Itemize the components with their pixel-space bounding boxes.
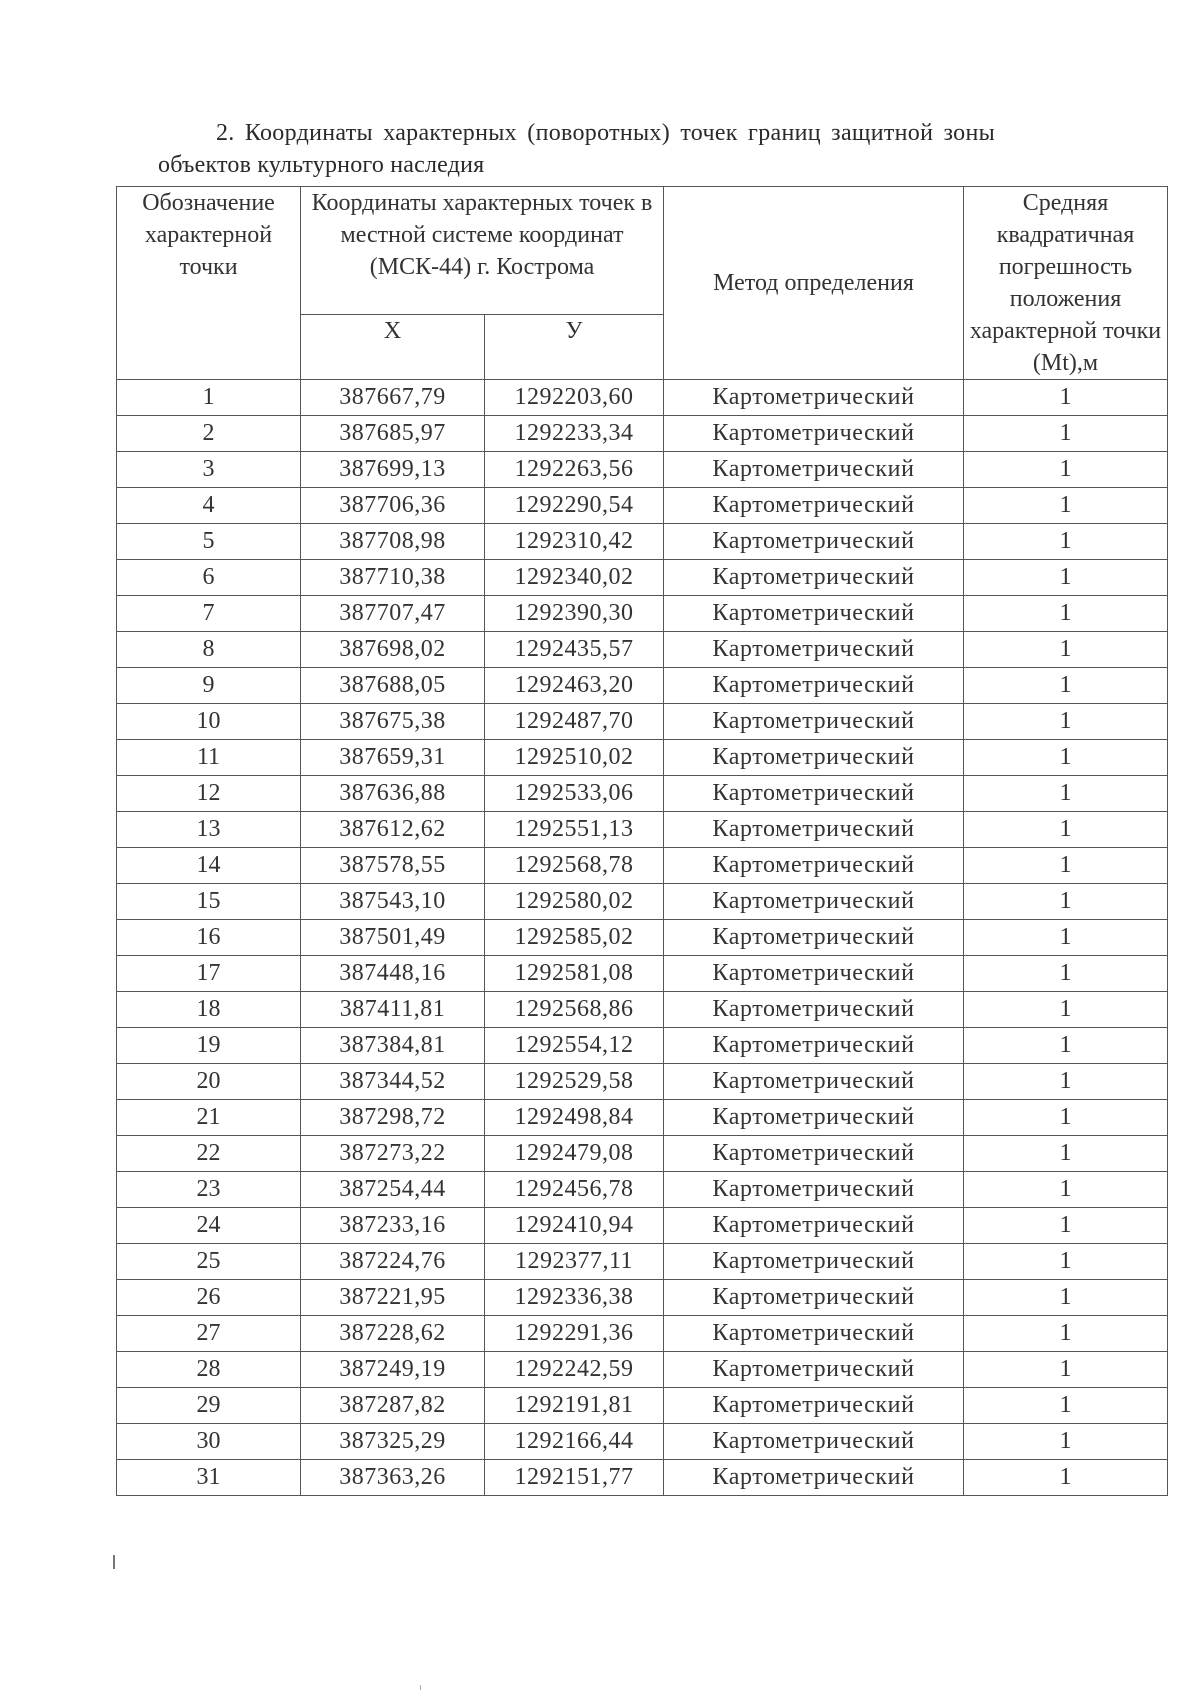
x-coordinate-cell: 387698,02 [301, 632, 485, 668]
table-row [117, 884, 1168, 920]
y-coordinate-cell: 1292456,78 [485, 1172, 664, 1208]
x-coordinate-cell: 387543,10 [301, 884, 485, 920]
point-number-cell: 23 [117, 1172, 301, 1208]
method-cell: Картометрический [664, 560, 964, 596]
point-number-cell: 8 [117, 632, 301, 668]
method-cell: Картометрический [664, 668, 964, 704]
method-cell: Картометрический [664, 956, 964, 992]
y-coordinate-cell: 1292435,57 [485, 632, 664, 668]
table-row [117, 704, 1168, 740]
mt-error-cell: 1 [964, 1352, 1168, 1388]
x-coordinate-cell: 387699,13 [301, 452, 485, 488]
section-heading-continuation: объектов культурного наследия [158, 152, 485, 178]
mt-error-cell: 1 [964, 1460, 1168, 1496]
mt-error-cell: 1 [964, 560, 1168, 596]
point-number-cell: 2 [117, 416, 301, 452]
mt-error-cell: 1 [964, 776, 1168, 812]
point-number-cell: 1 [117, 380, 301, 416]
x-coordinate-cell: 387254,44 [301, 1172, 485, 1208]
x-coordinate-cell: 387448,16 [301, 956, 485, 992]
x-coordinate-cell: 387706,36 [301, 488, 485, 524]
table-row [117, 956, 1168, 992]
method-cell: Картометрический [664, 1388, 964, 1424]
table-row [117, 740, 1168, 776]
table-row [117, 668, 1168, 704]
y-coordinate-cell: 1292242,59 [485, 1352, 664, 1388]
table-row [117, 488, 1168, 524]
y-coordinate-cell: 1292479,08 [485, 1136, 664, 1172]
point-number-cell: 11 [117, 740, 301, 776]
y-coordinate-cell: 1292581,08 [485, 956, 664, 992]
method-cell: Картометрический [664, 992, 964, 1028]
x-coordinate-cell: 387612,62 [301, 812, 485, 848]
x-coordinate-cell: 387578,55 [301, 848, 485, 884]
mt-error-cell: 1 [964, 956, 1168, 992]
y-coordinate-cell: 1292463,20 [485, 668, 664, 704]
x-coordinate-cell: 387675,38 [301, 704, 485, 740]
point-number-cell: 31 [117, 1460, 301, 1496]
table-row [117, 1208, 1168, 1244]
table-row [117, 992, 1168, 1028]
mt-error-cell: 1 [964, 992, 1168, 1028]
coordinates-table [116, 186, 1168, 1496]
point-number-cell: 16 [117, 920, 301, 956]
x-coordinate-cell: 387501,49 [301, 920, 485, 956]
y-coordinate-cell: 1292310,42 [485, 524, 664, 560]
method-cell: Картометрический [664, 452, 964, 488]
table-row [117, 1388, 1168, 1424]
method-cell: Картометрический [664, 488, 964, 524]
point-number-cell: 18 [117, 992, 301, 1028]
method-cell: Картометрический [664, 1316, 964, 1352]
mt-error-cell: 1 [964, 1028, 1168, 1064]
table-row [117, 1352, 1168, 1388]
table-row [117, 812, 1168, 848]
method-cell: Картометрический [664, 1208, 964, 1244]
mt-error-cell: 1 [964, 1064, 1168, 1100]
y-coordinate-cell: 1292166,44 [485, 1424, 664, 1460]
method-cell: Картометрический [664, 848, 964, 884]
method-cell: Картометрический [664, 1028, 964, 1064]
method-cell: Картометрический [664, 1172, 964, 1208]
table-row [117, 1460, 1168, 1496]
x-coordinate-cell: 387685,97 [301, 416, 485, 452]
table-row [117, 848, 1168, 884]
x-coordinate-cell: 387363,26 [301, 1460, 485, 1496]
x-coordinate-cell: 387667,79 [301, 380, 485, 416]
mt-error-cell: 1 [964, 884, 1168, 920]
y-coordinate-cell: 1292203,60 [485, 380, 664, 416]
mt-error-cell: 1 [964, 380, 1168, 416]
point-number-cell: 15 [117, 884, 301, 920]
method-cell: Картометрический [664, 1244, 964, 1280]
y-coordinate-cell: 1292551,13 [485, 812, 664, 848]
mt-error-cell: 1 [964, 596, 1168, 632]
x-coordinate-cell: 387688,05 [301, 668, 485, 704]
method-cell: Картометрический [664, 632, 964, 668]
y-coordinate-cell: 1292336,38 [485, 1280, 664, 1316]
y-coordinate-cell: 1292580,02 [485, 884, 664, 920]
point-number-cell: 7 [117, 596, 301, 632]
table-row [117, 560, 1168, 596]
method-cell: Картометрический [664, 416, 964, 452]
method-cell: Картометрический [664, 1280, 964, 1316]
y-coordinate-cell: 1292533,06 [485, 776, 664, 812]
mt-error-cell: 1 [964, 920, 1168, 956]
point-number-cell: 3 [117, 452, 301, 488]
x-coordinate-cell: 387233,16 [301, 1208, 485, 1244]
y-coordinate-cell: 1292585,02 [485, 920, 664, 956]
point-number-cell: 25 [117, 1244, 301, 1280]
mt-error-cell: 1 [964, 1208, 1168, 1244]
point-number-cell: 26 [117, 1280, 301, 1316]
x-coordinate-cell: 387708,98 [301, 524, 485, 560]
mt-error-cell: 1 [964, 812, 1168, 848]
method-cell: Картометрический [664, 596, 964, 632]
table-row [117, 1280, 1168, 1316]
table-row [117, 1244, 1168, 1280]
y-coordinate-cell: 1292410,94 [485, 1208, 664, 1244]
x-coordinate-cell: 387325,29 [301, 1424, 485, 1460]
method-cell: Картометрический [664, 704, 964, 740]
method-cell: Картометрический [664, 812, 964, 848]
table-row [117, 776, 1168, 812]
header-error: Средняя квадратичная погрешность положения характерной точки (Mt),м [964, 187, 1168, 380]
x-coordinate-cell: 387298,72 [301, 1100, 485, 1136]
mt-error-cell: 1 [964, 668, 1168, 704]
y-coordinate-cell: 1292377,11 [485, 1244, 664, 1280]
y-coordinate-cell: 1292487,70 [485, 704, 664, 740]
method-cell: Картометрический [664, 524, 964, 560]
table-row [117, 1064, 1168, 1100]
mt-error-cell: 1 [964, 1244, 1168, 1280]
scan-artifact-mark [420, 1685, 421, 1690]
table-row [117, 452, 1168, 488]
header-coordinates-group: Координаты характерных точек в местной системе координат (МСК-44) г. Кострома [301, 187, 664, 315]
y-coordinate-cell: 1292498,84 [485, 1100, 664, 1136]
method-cell: Картометрический [664, 1136, 964, 1172]
point-number-cell: 28 [117, 1352, 301, 1388]
y-coordinate-cell: 1292291,36 [485, 1316, 664, 1352]
point-number-cell: 19 [117, 1028, 301, 1064]
table-row [117, 596, 1168, 632]
point-number-cell: 27 [117, 1316, 301, 1352]
x-coordinate-cell: 387707,47 [301, 596, 485, 632]
mt-error-cell: 1 [964, 740, 1168, 776]
table-row [117, 1172, 1168, 1208]
x-coordinate-cell: 387659,31 [301, 740, 485, 776]
x-coordinate-cell: 387636,88 [301, 776, 485, 812]
y-coordinate-cell: 1292263,56 [485, 452, 664, 488]
method-cell: Картометрический [664, 1064, 964, 1100]
table-row [117, 632, 1168, 668]
point-number-cell: 4 [117, 488, 301, 524]
method-cell: Картометрический [664, 920, 964, 956]
point-number-cell: 24 [117, 1208, 301, 1244]
mt-error-cell: 1 [964, 452, 1168, 488]
x-coordinate-cell: 387287,82 [301, 1388, 485, 1424]
mt-error-cell: 1 [964, 848, 1168, 884]
method-cell: Картометрический [664, 1424, 964, 1460]
table-row [117, 1028, 1168, 1064]
point-number-cell: 13 [117, 812, 301, 848]
x-coordinate-cell: 387273,22 [301, 1136, 485, 1172]
y-coordinate-cell: 1292529,58 [485, 1064, 664, 1100]
mt-error-cell: 1 [964, 1280, 1168, 1316]
mt-error-cell: 1 [964, 1316, 1168, 1352]
header-y: У [485, 315, 664, 380]
method-cell: Картометрический [664, 1460, 964, 1496]
y-coordinate-cell: 1292568,78 [485, 848, 664, 884]
y-coordinate-cell: 1292191,81 [485, 1388, 664, 1424]
x-coordinate-cell: 387221,95 [301, 1280, 485, 1316]
header-method: Метод определения [664, 187, 964, 380]
table-row [117, 1316, 1168, 1352]
point-number-cell: 30 [117, 1424, 301, 1460]
table-row [117, 920, 1168, 956]
mt-error-cell: 1 [964, 1424, 1168, 1460]
point-number-cell: 5 [117, 524, 301, 560]
x-coordinate-cell: 387384,81 [301, 1028, 485, 1064]
y-coordinate-cell: 1292554,12 [485, 1028, 664, 1064]
y-coordinate-cell: 1292390,30 [485, 596, 664, 632]
mt-error-cell: 1 [964, 1136, 1168, 1172]
method-cell: Картометрический [664, 1352, 964, 1388]
point-number-cell: 22 [117, 1136, 301, 1172]
table-row [117, 1136, 1168, 1172]
x-coordinate-cell: 387411,81 [301, 992, 485, 1028]
y-coordinate-cell: 1292510,02 [485, 740, 664, 776]
mt-error-cell: 1 [964, 1100, 1168, 1136]
y-coordinate-cell: 1292233,34 [485, 416, 664, 452]
mt-error-cell: 1 [964, 488, 1168, 524]
mt-error-cell: 1 [964, 416, 1168, 452]
mt-error-cell: 1 [964, 524, 1168, 560]
point-number-cell: 29 [117, 1388, 301, 1424]
point-number-cell: 6 [117, 560, 301, 596]
x-coordinate-cell: 387710,38 [301, 560, 485, 596]
point-number-cell: 14 [117, 848, 301, 884]
table-row [117, 1424, 1168, 1460]
mt-error-cell: 1 [964, 1172, 1168, 1208]
mt-error-cell: 1 [964, 632, 1168, 668]
table-row [117, 524, 1168, 560]
mt-error-cell: 1 [964, 704, 1168, 740]
y-coordinate-cell: 1292568,86 [485, 992, 664, 1028]
table-row [117, 380, 1168, 416]
header-x: Х [301, 315, 485, 380]
method-cell: Картометрический [664, 776, 964, 812]
method-cell: Картометрический [664, 884, 964, 920]
x-coordinate-cell: 387224,76 [301, 1244, 485, 1280]
point-number-cell: 9 [117, 668, 301, 704]
table-row [117, 416, 1168, 452]
scan-artifact-line [113, 1555, 115, 1569]
table-body [117, 380, 1168, 1496]
y-coordinate-cell: 1292151,77 [485, 1460, 664, 1496]
point-number-cell: 21 [117, 1100, 301, 1136]
point-number-cell: 17 [117, 956, 301, 992]
method-cell: Картометрический [664, 1100, 964, 1136]
y-coordinate-cell: 1292290,54 [485, 488, 664, 524]
method-cell: Картометрический [664, 380, 964, 416]
point-number-cell: 20 [117, 1064, 301, 1100]
table-row [117, 1100, 1168, 1136]
section-heading: 2. Координаты характерных (поворотных) точек границ защитной зоны [216, 120, 996, 146]
mt-error-cell: 1 [964, 1388, 1168, 1424]
point-number-cell: 12 [117, 776, 301, 812]
point-number-cell: 10 [117, 704, 301, 740]
x-coordinate-cell: 387249,19 [301, 1352, 485, 1388]
x-coordinate-cell: 387344,52 [301, 1064, 485, 1100]
y-coordinate-cell: 1292340,02 [485, 560, 664, 596]
header-point-designation: Обозначение характерной точки [117, 187, 301, 380]
x-coordinate-cell: 387228,62 [301, 1316, 485, 1352]
method-cell: Картометрический [664, 740, 964, 776]
